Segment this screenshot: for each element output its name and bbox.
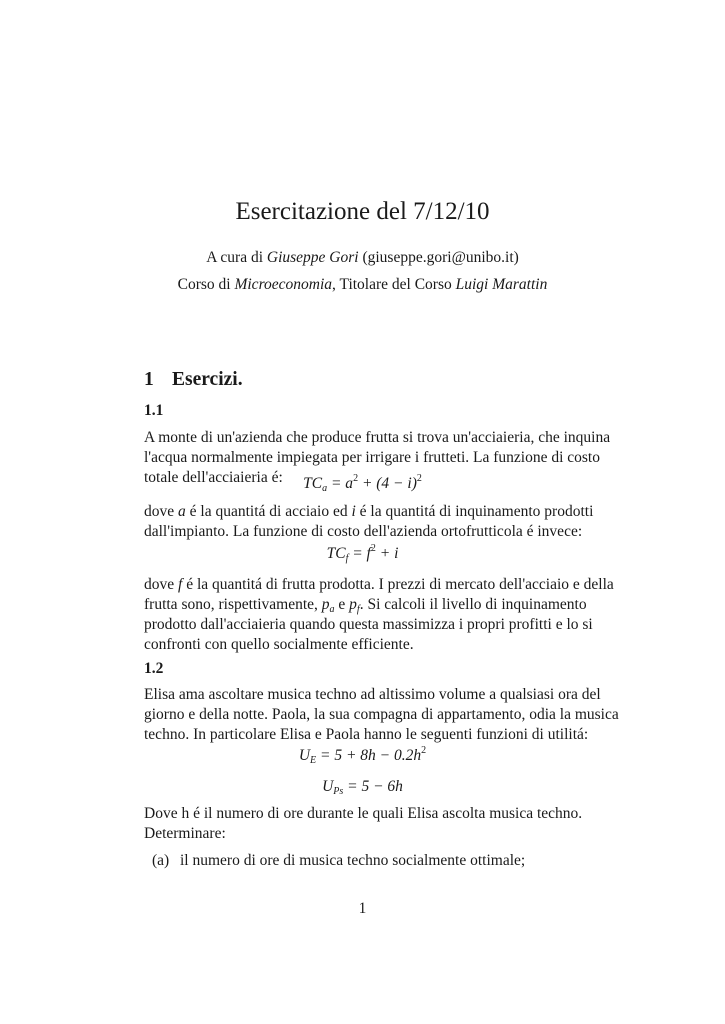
eq-lhs: U — [298, 747, 311, 764]
text-line: prodotto dall'acciaieria quando questa massimizza i propri profitti e lo si — [144, 616, 593, 633]
text-line: frutta sono, rispettivamente, $p_a$ e $p_f$. Si calcoli il livello di inquinamento — [144, 596, 587, 615]
sub2-paragraph-2 — [144, 804, 582, 844]
course-holder: Luigi Marattin — [455, 276, 548, 293]
eq-lhs: TC — [326, 545, 346, 562]
eq-exponent: 2 — [416, 473, 422, 484]
eq-term: = a — [330, 475, 354, 492]
eq-lhs: U — [322, 778, 334, 795]
text-line: Elisa ama ascoltare musica techno ad altissimo volume a qualsiasi ora del — [144, 686, 601, 703]
eq-exponent: 2 — [421, 745, 427, 756]
course-name: Microeconomia — [234, 276, 333, 293]
text-line: confronti con quello socialmente efficiente. — [144, 636, 414, 653]
equation-tc-f — [0, 545, 725, 563]
eq-term: + (4 − i) — [358, 475, 417, 492]
author-name: Giuseppe Gori — [266, 249, 359, 266]
page-number: 1 — [358, 900, 367, 917]
subsection-1-1-heading: 1.1 — [144, 402, 164, 419]
course-prefix: Corso di — [177, 276, 231, 293]
eq-lhs: TC — [303, 475, 323, 492]
text-line: Dove h é il numero di ore durante le quali Elisa ascolta musica techno. — [144, 805, 583, 822]
text-line: dove f é la quantitá di frutta prodotta. I prezzi di mercato dell'acciaio e della — [144, 576, 614, 593]
text-line: dall'impianto. La funzione di costo dell'azienda ortofrutticola é invece: — [144, 523, 583, 540]
subsection-1-2-heading: 1.2 — [144, 660, 164, 677]
eq-subscript: f — [345, 553, 349, 564]
text-line: l'acqua normalmente impiegata per irrigare i frutteti. La funzione di costo — [144, 449, 600, 466]
sub1-paragraph-2 — [144, 502, 594, 542]
sub2-paragraph-1 — [144, 685, 619, 745]
text-line: totale dell'acciaieria é: — [144, 469, 283, 486]
list-item-a — [152, 852, 525, 870]
author-prefix: A cura di — [206, 249, 264, 266]
text-line: dove a é la quantitá di acciaio ed i é la quantitá di inquinamento prodotti — [144, 503, 594, 520]
eq-term: = 5 − 6h — [347, 778, 403, 795]
course-line — [0, 276, 725, 294]
equation-u-ps — [0, 778, 725, 796]
list-item-text: il numero di ore di musica techno socialmente ottimale; — [180, 852, 526, 869]
section-number: 1 — [144, 369, 154, 390]
eq-subscript: a — [322, 483, 328, 494]
text-line: giorno e della notte. Paola, la sua compagna di appartamento, odia la musica — [144, 706, 619, 723]
section-heading — [144, 369, 243, 391]
equation-tc-a — [0, 475, 725, 493]
author-line — [0, 249, 725, 267]
eq-term: + i — [375, 545, 399, 562]
section-title: Esercizi. — [172, 369, 243, 390]
author-email: (giuseppe.gori@unibo.it) — [362, 249, 519, 266]
text-line: A monte di un'azienda che produce frutta si trova un'acciaieria, che inquina — [144, 429, 611, 446]
eq-subscript: Ps — [333, 786, 344, 797]
text-line: Determinare: — [144, 825, 226, 842]
equation-u-e — [0, 747, 725, 765]
course-holder-label: , Titolare del Corso — [332, 276, 452, 293]
text-line: techno. In particolare Elisa e Paola hanno le seguenti funzioni di utilitá: — [144, 726, 589, 743]
eq-term: = 5 + 8h − 0.2h — [320, 747, 422, 764]
sub1-paragraph-3 — [144, 575, 614, 655]
eq-subscript: E — [310, 755, 317, 766]
document-title: Esercitazione del 7/12/10 — [235, 198, 490, 225]
eq-exponent: 2 — [370, 543, 376, 554]
eq-term: = f — [352, 545, 371, 562]
eq-exponent: 2 — [353, 473, 359, 484]
list-item-label: (a) — [152, 852, 170, 869]
